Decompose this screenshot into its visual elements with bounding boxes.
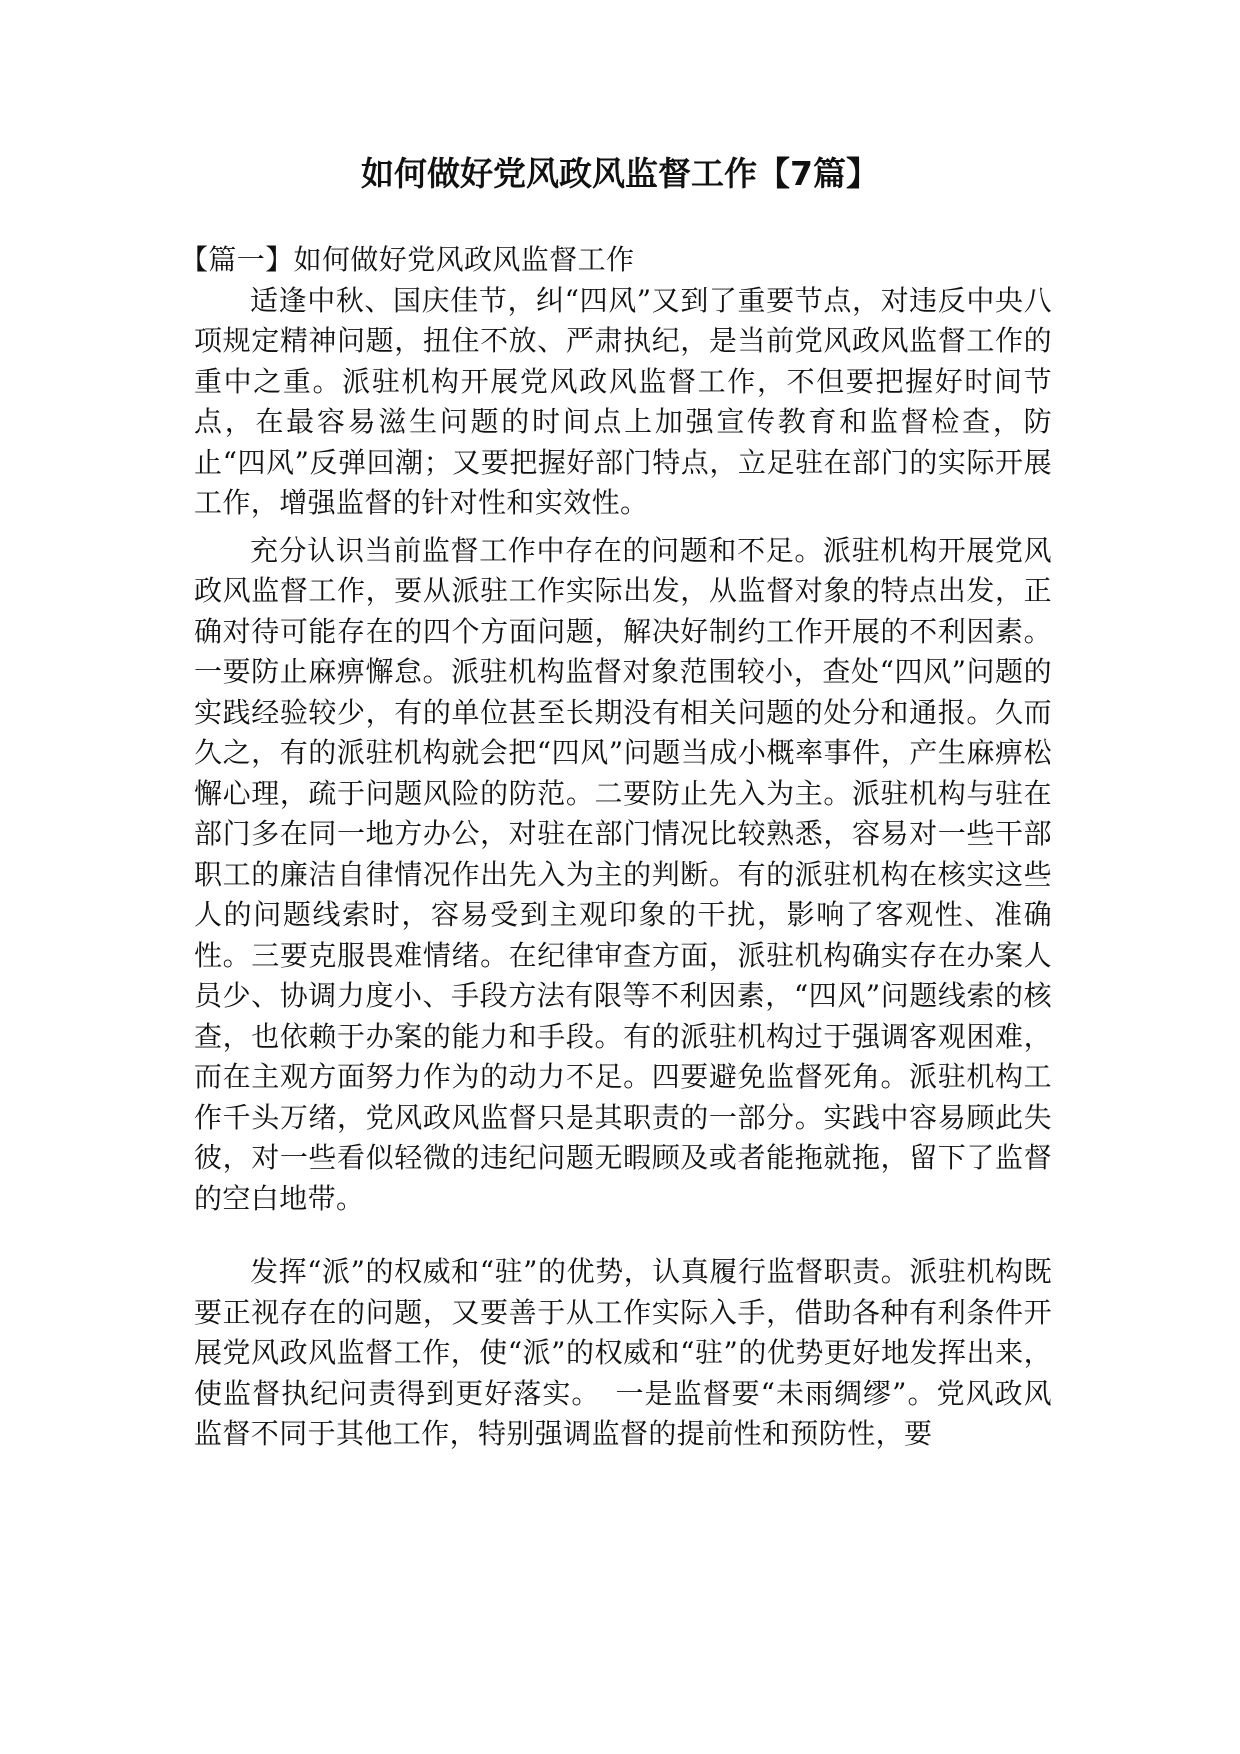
- body-paragraph-3: 发挥“派”的权威和“驻”的优势，认真履行监督职责。派驻机构既要正视存在的问题，又要善于从工作实际入手，借助各种有利条件开展党风政风监督工作，使“派”的权威和“驻”的优势更好地发挥出来，使监督执纪问责得到更好落实。 一是监督要“未雨绸缪”。党风政风监督不同于其他工作，特别强调监督的提前性和预防性，要: [194, 1255, 1052, 1450]
- section-heading: 【篇一】如何做好党风政风监督工作: [180, 243, 635, 276]
- body-paragraph-1: 适逢中秋、国庆佳节，纠“四风”又到了重要节点，对违反中央八项规定精神问题，扭住不放、严肃执纪，是当前党风政风监督工作的重中之重。派驻机构开展党风政风监督工作，不但要把握好时间节点，在最容易滋生问题的时间点上加强宣传教育和监督检查，防止“四风”反弹回潮；又要把握好部门特点，立足驻在部门的实际开展工作，增强监督的针对性和实效性。: [194, 283, 1052, 519]
- document-title: 如何做好党风政风监督工作【7篇】: [361, 154, 879, 193]
- body-paragraph-2: 充分认识当前监督工作中存在的问题和不足。派驻机构开展党风政风监督工作，要从派驻工作实际出发，从监督对象的特点出发，正确对待可能存在的四个方面问题，解决好制约工作开展的不利因素。一要防止麻痹懈怠。派驻机构监督对象范围较小，查处“四风”问题的实践经验较少，有的单位甚至长期没有相关问题的处分和通报。久而久之，有的派驻机构就会把“四风”问题当成小概率事件，产生麻痹松懈心理，疏于问题风险的防范。二要防止先入为主。派驻机构与驻在部门多在同一地方办公，对驻在部门情况比较熟悉，容易对一些干部职工的廉洁自律情况作出先入为主的判断。有的派驻机构在核实这些人的问题线索时，容易受到主观印象的干扰，影响了客观性、准确性。三要克服畏难情绪。在纪律审查方面，派驻机构确实存在办案人员少、协调力度小、手段方法有限等不利因素，“四风”问题线索的核查，也依赖于办案的能力和手段。有的派驻机构过于强调客观困难，而在主观方面努力作为的动力不足。四要避免监督死角。派驻机构工作千头万绪，党风政风监督只是其职责的一部分。实践中容易顾此失彼，对一些看似轻微的违纪问题无暇顾及或者能拖就拖，留下了监督的空白地带。: [194, 533, 1052, 1215]
- document-body: [180, 240, 1052, 1455]
